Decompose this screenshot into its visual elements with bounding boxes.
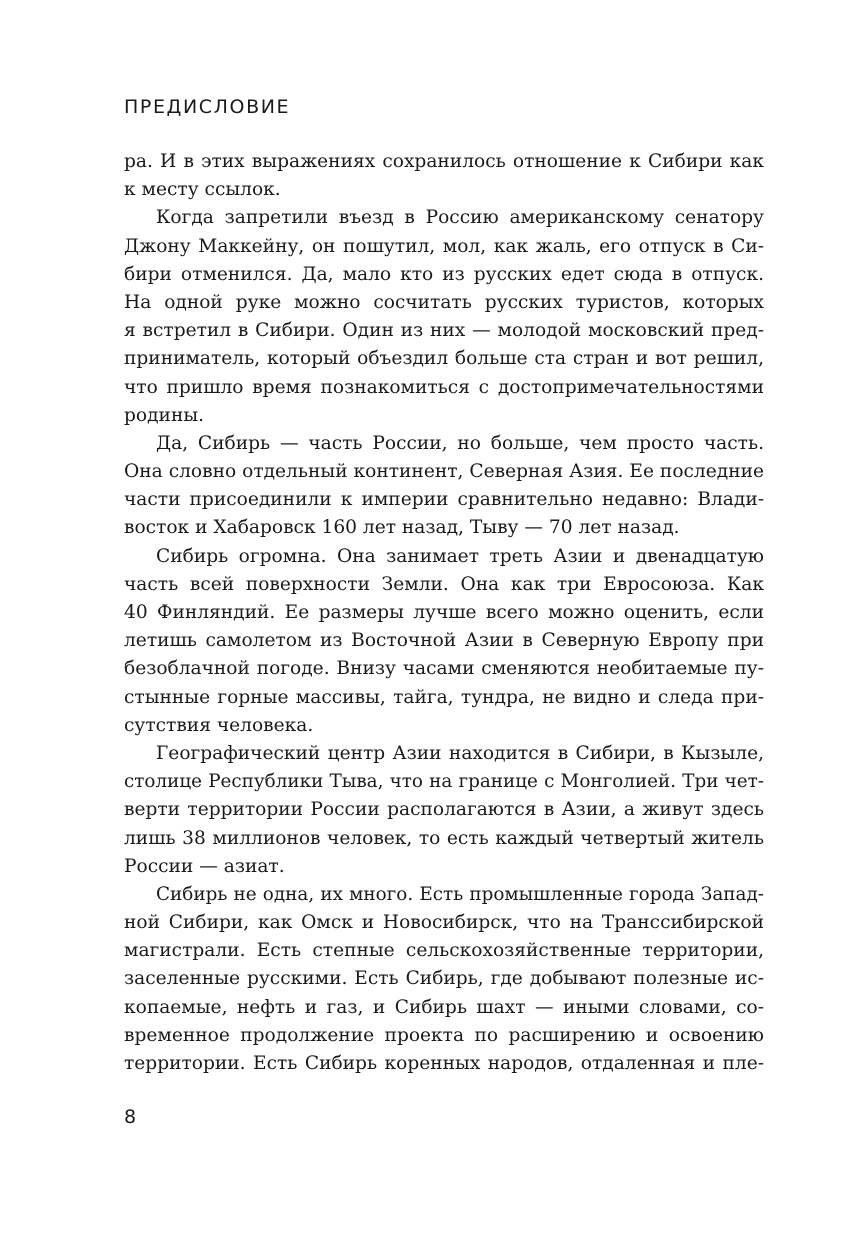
text-line: лишь 38 миллионов человек, то есть каждый четвертый житель (124, 827, 764, 849)
body-text (124, 148, 764, 1078)
text-line: На одной руке можно сосчитать русских туристов, которых (124, 291, 764, 313)
text-line: временное продолжение проекта по расширению и освоению (124, 1024, 764, 1046)
text-line: ра. И в этих выражениях сохранилось отношение к Сибири как (124, 151, 764, 172)
text-line: заселенные русскими. Есть Сибирь, где добывают полезные ис- (124, 968, 764, 990)
text-line: к месту ссылок. (124, 179, 281, 201)
text-line: что пришло время познакомиться с достопримечательностями (124, 376, 764, 398)
text-line: Когда запретили въезд в Россию американскому сенатору (156, 207, 764, 229)
text-line: территории. Есть Сибирь коренных народов, отдаленная и пле- (124, 1053, 764, 1074)
text-line: 40 Финляндий. Ее размеры лучше всего можно оценить, если (124, 602, 764, 623)
text-line: верти территории России располагаются в Азии, а живут здесь (124, 799, 764, 821)
text-line: восток и Хабаровск 160 лет назад, Тыву — 70 лет назад. (124, 517, 680, 539)
text-line: столице Республики Тыва, что на границе с Монголией. Три чет- (124, 771, 764, 793)
text-line: копаемые, нефть и газ, и Сибирь шахт — иными словами, со- (124, 996, 764, 1018)
running-header: ПРЕДИСЛОВИЕ (124, 96, 291, 118)
text-line: Сибирь не одна, их много. Есть промышленные города Запад- (156, 883, 764, 905)
text-line: Да, Сибирь — часть России, но больше, чем просто часть. (156, 432, 764, 454)
text-line: Географический центр Азии находится в Сибири, в Кызыле, (156, 742, 764, 764)
page-number: 8 (124, 1106, 137, 1128)
text-line: Джону Маккейну, он пошутил, мол, как жаль, его отпуск в Си- (124, 235, 764, 257)
text-line: части присоединили к империи сравнительно недавно: Влади- (124, 489, 764, 511)
text-line: родины. (124, 404, 205, 426)
text-line: ной Сибири, как Омск и Новосибирск, что на Транссибирской (124, 912, 764, 934)
text-line: Она словно отдельный континент, Северная Азия. Ее последние (124, 461, 764, 483)
text-line: безоблачной погоде. Внизу часами сменяются необитаемые пу- (124, 658, 764, 680)
text-line: бири отменился. Да, мало кто из русских едет сюда в отпуск. (124, 263, 764, 285)
text-line: стынные горные массивы, тайга, тундра, не видно и следа при- (124, 686, 764, 708)
text-line: России — азиат. (124, 855, 285, 877)
text-line: летишь самолетом из Восточной Азии в Северную Европу при (124, 630, 764, 652)
text-line: часть всей поверхности Земли. Она как три Евросоюза. Как (124, 573, 764, 595)
text-line: сутствия человека. (124, 714, 314, 736)
text-line: Сибирь огромна. Она занимает треть Азии и двенадцатую (156, 545, 764, 567)
text-line: магистрали. Есть степные сельскохозяйственные территории, (124, 940, 764, 962)
text-line: я встретил в Сибири. Один из них — молодой московский пред- (124, 320, 764, 342)
text-line: приниматель, который объездил больше ста стран и вот решил, (124, 348, 764, 370)
